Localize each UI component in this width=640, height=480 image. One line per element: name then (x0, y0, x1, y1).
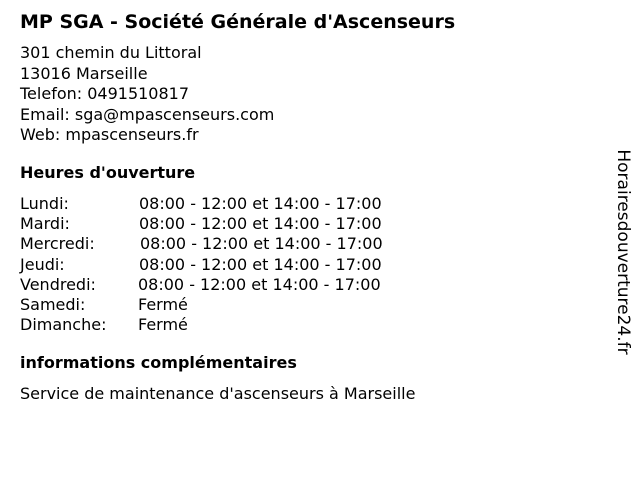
time-value: 08:00 - 12:00 et 14:00 - 17:00 (140, 234, 383, 254)
time-value: 08:00 - 12:00 et 14:00 - 17:00 (138, 274, 381, 294)
web-text: Web: mpascenseurs.fr (20, 125, 199, 144)
day-label: Samedi: (20, 294, 86, 314)
time-value: Fermé (138, 294, 188, 314)
site-watermark: Horairesdouverture24.fr (613, 149, 633, 355)
day-label: Jeudi: (20, 254, 65, 274)
time-value: Fermé (138, 315, 188, 335)
phone-text: Telefon: 0491510817 (20, 84, 190, 103)
email-text: Email: sga@mpascenseurs.com (20, 104, 275, 124)
day-label: Dimanche: (20, 315, 107, 335)
day-label: Vendredi: (20, 274, 96, 294)
page-title: MP SGA - Société Générale d'Ascenseurs (20, 11, 456, 33)
hours-heading: Heures d'ouverture (20, 163, 196, 182)
info-heading: informations complémentaires (20, 353, 297, 372)
contact-block (20, 43, 274, 146)
time-value: 08:00 - 12:00 et 14:00 - 17:00 (139, 194, 382, 213)
info-description: Service de maintenance d'ascenseurs à Marseille (20, 384, 416, 403)
address-street: 301 chemin du Littoral (20, 43, 202, 62)
day-label: Mardi: (20, 214, 70, 234)
address-city: 13016 Marseille (20, 63, 148, 83)
time-value: 08:00 - 12:00 et 14:00 - 17:00 (139, 254, 382, 274)
time-value: 08:00 - 12:00 et 14:00 - 17:00 (139, 214, 382, 234)
day-label: Lundi: (20, 194, 69, 213)
day-label: Mercredi: (20, 234, 95, 254)
